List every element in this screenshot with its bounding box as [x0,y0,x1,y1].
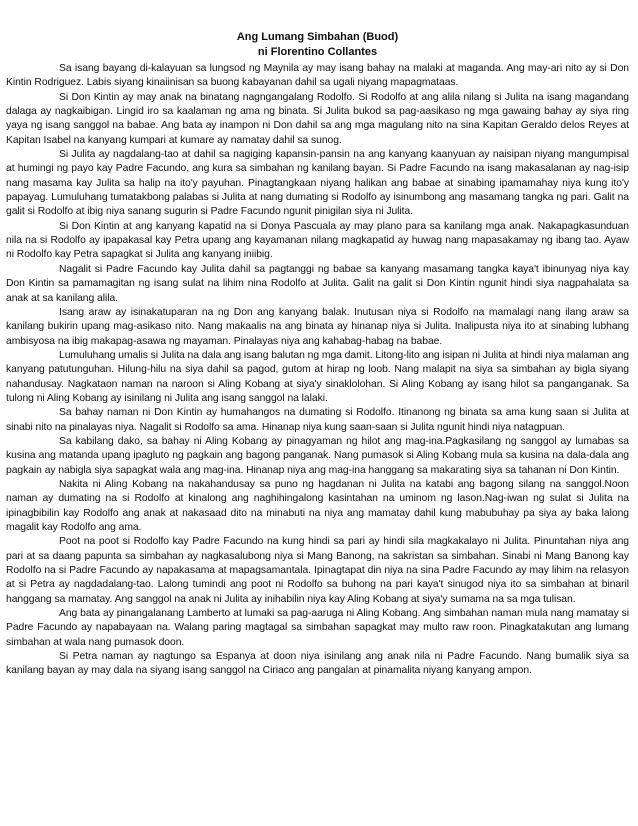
paragraph-1: Sa isang bayang di-kalayuan sa lungsod ng Maynila ay may isang bahay na malaki at maganda. Ang may-ari nito ay si Don Kintin Rodriguez. Labis siyang kinaiinisan sa buong kabayanan dahil sa ugali niyang mapagmataas. [6,63,629,89]
paragraph-11: Poot na poot si Rodolfo kay Padre Facundo na kung hindi sa pari ay hindi sila magkakalayo ni Julita. Pinuntahan niya ang pari at sa daang papunta sa simbahan ay nagkasalubong niya si Mang Banong, na sakristan sa simbahan. Sinabi ni Mang Banong kay Rodolfo na si Padre Facundo ay napakasama at mapagsamantala. Ipinagtapat din niya na sina Padre Facundo ay may lihim na relasyon at si Petra ay nagdadalang-tao. Lalong tumindi ang poot ni Rodolfo sa buhong na pari kaya't sinugod niya ito sa simbahan at binaril hanggang sa mamatay. Ang sanggol na anak ni Julita ay inihabilin niya kay Aling Kobang at siya'y sumama na sa mga tulisan. [6,536,629,605]
paragraph-10: Nakita ni Aling Kobang na nakahandusay sa puno ng hagdanan ni Julita na katabi ang bagong silang na sanggol.Noon naman ay dumating na si Rodolfo at kinalong ang naghihingalong kasintahan na uminom ng lason.Nag-iwan ng sulat si Julita na ipinagbibilin kay Rodolfo ang anak at nakasaad dito na minabuti na niya ang mamatay dahil kung mabubuhay pa siya ay baka lalong magalit kay Rodolfo ang ama. [6,478,629,533]
paragraph-2: Si Don Kintin ay may anak na binatang nagngangalang Rodolfo. Si Rodolfo at ang alila nilang si Julita na isang magandang dalaga ay nagkaibigan. Lingid iro sa kaalaman ng ama ng binata. Si Julita bukod sa pag-aasikaso ng mga gawaing bahay ay siya ring yaya ng isang sanggol na babae. Ang bata ay inampon ni Don dahil sa ang mga magulang nito na sina Kapitan Geraldo delos Reyes at Kapitan Isabel na kanyang kumpari at kumare ay namatay dahil sa sunog. [6,91,629,146]
paragraph-4: Si Don Kintin at ang kanyang kapatid na si Donya Pascuala ay may plano para sa kanilang mga anak. Nakapagkasunduan nila na si Rodolfo ay ipapakasal kay Petra upang ang kayamanan nilang magkapatid ay huwag nang mapasakamay ng ibang tao. Ayaw ni Rodolfo kay Petra sapagkat si Julita ang kanyang iniibig. [6,220,629,261]
paragraph-13: Si Petra naman ay nagtungo sa Espanya at doon niya isinilang ang anak nila ni Padre Facundo. Nang bumalik siya sa kanilang bayan ay may dala na siyang isang sanggol na Ciriaco ang pangalan at pinamalita niyang kanyang ampon. [6,651,629,677]
paragraph-8: Sa bahay naman ni Don Kintin ay humahangos na dumating si Rodolfo. Itinanong ng binata sa ama kung saan si Julita at sinabi nito na pinalayas niya. Nagalit si Rodolfo sa ama. Hinanap niya kung saan-saan si Julita ngunit hindi niya natagpuan. [6,407,629,433]
paragraph-7: Lumuluhang umalis si Julita na dala ang isang balutan ng mga damit. Litong-lito ang isipan ni Julita at hindi niya malaman ang kanyang patutunguhan. Hilung-hilu na siya dahil sa pagod, gutom at hirap ng loob. Nang malapit na siya sa simbahan ay bigla siyang nahandusay. Nagkataon naman na naroon si Aling Kobang at siya'y sinaklolohan. Si Aling Kobang ay isang hilot sa panganganak. Sa tulong ni Aling Kobang ay isinilang ni Julita ang isang sanggol na lalaki. [6,349,629,404]
paragraph-3: Si Julita ay nagdalang-tao at dahil sa nagiging kapansin-pansin na ang kanyang kaanyuan ay naisipan niyang mangumpisal at humingi ng payo kay Padre Facundo, ang kura sa simbahan ng kanilang bayan. Si Padre Facundo na isang makasalanan ay nag-isip nang masama kay Julita sa halip na ito'y payuhan. Pinagtangkaan niyang halikan ang babae at sinabing ipamamahay niya kung ito'y papayag. Lumuluhang tumatakbong palabas si Julita at nang dumating si Rodolfo ay isinumbong ang masamang tangka ng pari. Galit na galit si Rodolfo at ibig niya sanang sugurin si Padre Facundo ngunit pinigilan siya ni Julita. [6,149,629,218]
document-author: ni Florentino Collantes [257,46,378,58]
paragraph-5: Nagalit si Padre Facundo kay Julita dahil sa pagtanggi ng babae sa kanyang masamang tangka kaya't ibinunyag niya kay Don Kintin sa pamamagitan ng isang sulat na lihim nina Rodolfo at Julita. Galit na galit si Don Kintin ngunit hindi siya nagpahalata sa anak at sa kanilang alila. [6,263,629,304]
paragraph-6: Isang araw ay isinakatuparan na ng Don ang kanyang balak. Inutusan niya si Rodolfo na mamalagi nang ilang araw sa kanilang bukirin upang mag-asikaso nito. Nang makaalis na ang binata ay hinanap niya si Julita. Inalipusta niya ito at sinabing lubhang ambisyosa na ibig makapag-asawa ng mayaman. Pinalayas niya ang kahabag-habag na babae. [6,306,629,347]
document-title: Ang Lumang Simbahan (Buod) [236,31,399,43]
paragraph-12: Ang bata ay pinangalanang Lamberto at lumaki sa pag-aaruga ni Aling Kobang. Ang simbahan naman mula nang mamatay si Padre Facundo ay napabayaan na. Walang paring magtagal sa simbahan sapagkat may multo raw roon. Pinagkatakutan ang lumang simbahan at wala nang pumasok doon. [6,608,629,648]
paragraph-9: Sa kabilang dako, sa bahay ni Aling Kobang ay pinagyaman ng hilot ang mag-ina.Pagkasilang ng sanggol ay lumabas sa kusina ang matanda upang ipagluto ng pagkain ang bagong panganak. Nang pumasok si Aling Kobang mula sa kusina na dala-dala ang pagkain ay nabigla siya sapagkat wala ang mag-ina. Hinanap niya ang mag-ina hanggang sa makarating siya sa tahanan ni Don Kintin. [6,435,629,476]
